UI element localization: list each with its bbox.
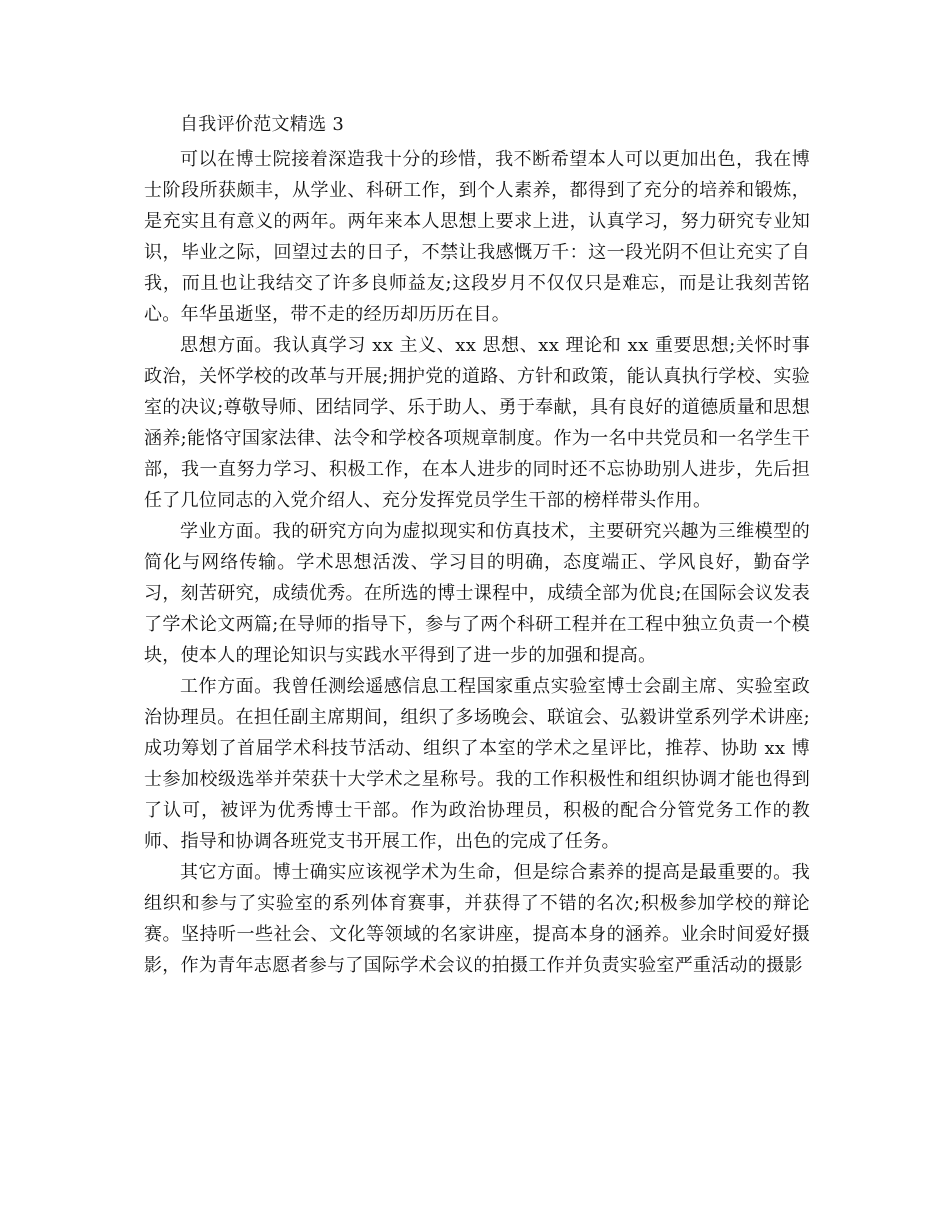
paragraph-work: 工作方面。我曾任测绘遥感信息工程国家重点实验室博士会副主席、实验室政治协理员。在担任副主席期间，组织了多场晚会、联谊会、弘毅讲堂系列学术讲座;成功筹划了首届学术科技节活动、组织了本室的学术之星评比，推荐、协助 xx 博士参加校级选举并荣获十大学术之星称号。我的工作积极性和组织协调才能也得到了认可，被评为优秀博士干部。作为政治协理员，积极的配合分管党务工作的教师、指导和协调各班党支书开展工作，出色的完成了任务。 — [144, 676, 810, 852]
paragraph-ideology: 思想方面。我认真学习 xx 主义、xx 思想、xx 理论和 xx 重要思想;关怀时事政治，关怀学校的改革与开展;拥护党的道路、方针和政策，能认真执行学校、实验室的决议;尊敬导师、团结同学、乐于助人、勇于奉献，具有良好的道德质量和思想涵养;能恪守国家法律、法令和学校各项规章制度。作为一名中共党员和一名学生干部，我一直努力学习、积极工作，在本人进步的同时还不忘协助别人进步，先后担任了几位同志的入党介绍人、充分发挥党员学生干部的榜样带头作用。 — [144, 335, 810, 511]
paragraph-other: 其它方面。博士确实应该视学术为生命，但是综合素养的提高是最重要的。我组织和参与了实验室的系列体育赛事，并获得了不错的名次;积极参加学校的辩论赛。坚持听一些社会、文化等领域的名家讲座，提高本身的涵养。业余时间爱好摄影，作为青年志愿者参与了国际学术会议的拍摄工作并负责实验室严重活动的摄影 — [144, 862, 810, 976]
paragraph-intro: 可以在博士院接着深造我十分的珍惜，我不断希望本人可以更加出色，我在博士阶段所获颇丰，从学业、科研工作，到个人素养，都得到了充分的培养和锻炼，是充实且有意义的两年。两年来本人思想上要求上进，认真学习，努力研究专业知识，毕业之际，回望过去的日子，不禁让我感慨万千：这一段光阴不但让充实了自我，而且也让我结交了许多良师益友;这段岁月不仅仅只是难忘，而是让我刻苦铭心。年华虽逝坚，带不走的经历却历历在目。 — [144, 149, 810, 325]
document-body — [144, 106, 810, 981]
document-title: 自我评价范文精选 3 — [180, 114, 345, 135]
paragraph-academics: 学业方面。我的研究方向为虚拟现实和仿真技术，主要研究兴趣为三维模型的简化与网络传输。学术思想活泼、学习目的明确，态度端正、学风良好，勤奋学习，刻苦研究，成绩优秀。在所选的博士课程中，成绩全部为优良;在国际会议发表了学术论文两篇;在导师的指导下，参与了两个科研工程并在工程中独立负责一个模块，使本人的理论知识与实践水平得到了进一步的加强和提高。 — [144, 521, 810, 666]
